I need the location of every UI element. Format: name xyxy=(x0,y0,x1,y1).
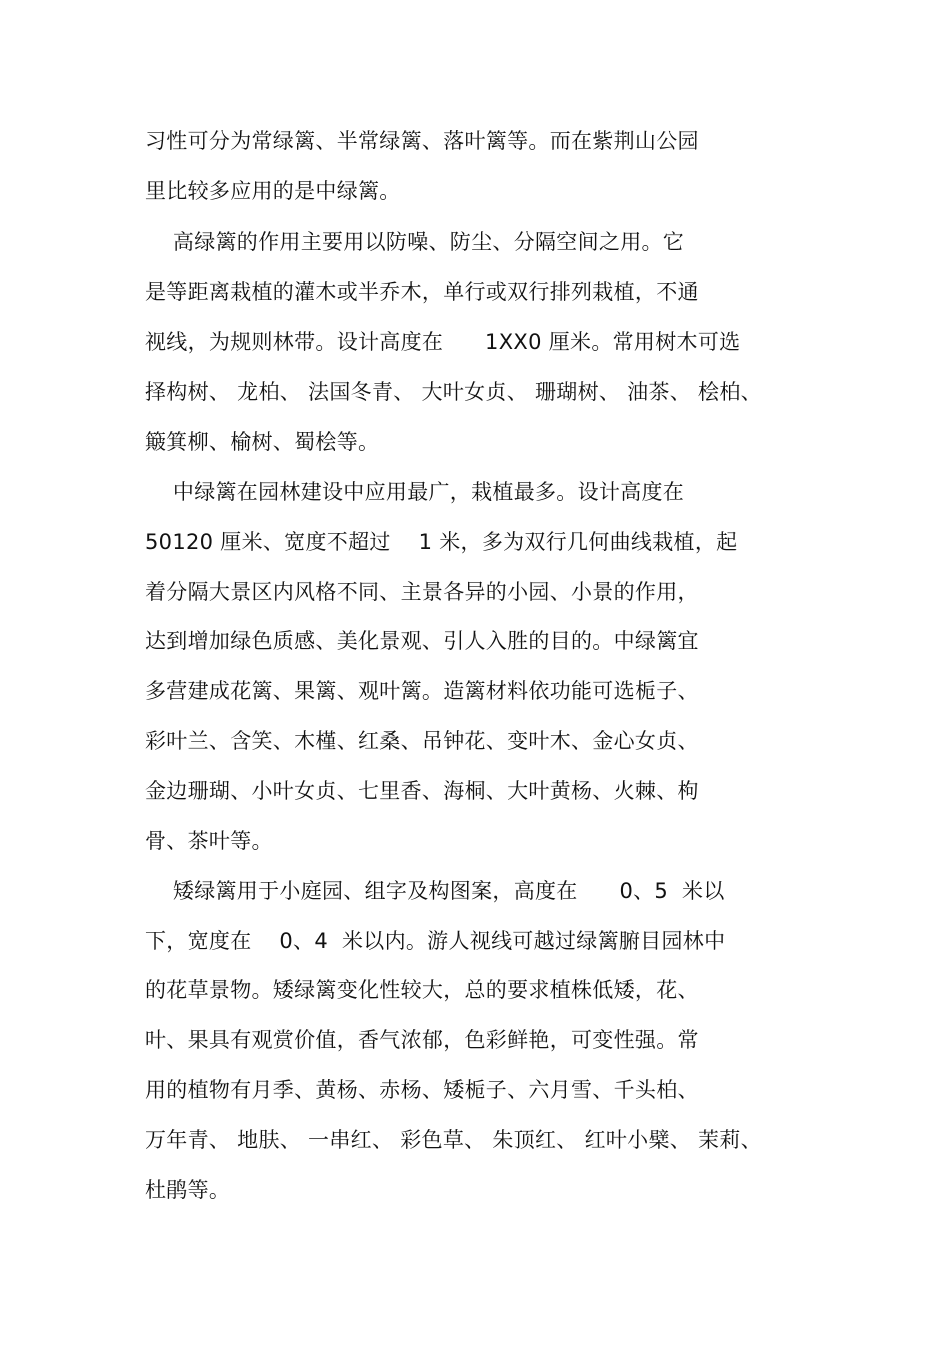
text-line: 骨、茶叶等。 xyxy=(145,829,273,853)
text-line: 视线，为规则林带。设计高度在 1XX0 厘米。常用树木可选 xyxy=(145,330,741,354)
text-line: 簸箕柳、榆树、蜀桧等。 xyxy=(145,430,380,454)
text-line: 彩叶兰、含笑、木槿、红桑、吊钟花、变叶木、金心女贞、 xyxy=(145,729,699,753)
text-line: 矮绿篱用于小庭园、组字及构图案，高度在 0、5 米以 xyxy=(145,879,725,903)
text-line: 叶、果具有观赏价值，香气浓郁，色彩鲜艳，可变性强。常 xyxy=(145,1028,699,1052)
text-line: 的花草景物。矮绿篱变化性较大，总的要求植株低矮，花、 xyxy=(145,978,699,1002)
text-line: 万年青、 地肤、 一串红、 彩色草、 朱顶红、 红叶小檗、 茉莉、 xyxy=(145,1128,762,1152)
text-line: 择构树、 龙柏、 法国冬青、 大叶女贞、 珊瑚树、 油茶、 桧柏、 xyxy=(145,380,762,404)
text-line: 金边珊瑚、小叶女贞、七里香、海桐、大叶黄杨、火棘、枸 xyxy=(145,779,699,803)
text-line: 达到增加绿色质感、美化景观、引人入胜的目的。中绿篱宜 xyxy=(145,629,699,653)
text-line: 着分隔大景区内风格不同、主景各异的小园、小景的作用， xyxy=(145,580,699,604)
text-line: 下，宽度在 0、4 米以内。游人视线可越过绿篱腑目园林中 xyxy=(145,929,726,953)
text-line: 多营建成花篱、果篱、观叶篱。造篱材料依功能可选栀子、 xyxy=(145,679,699,703)
text-line: 是等距离栽植的灌木或半乔木，单行或双行排列栽植，不通 xyxy=(145,280,699,304)
text-line: 里比较多应用的是中绿篱。 xyxy=(145,179,401,203)
text-line: 50120 厘米、宽度不超过 1 米，多为双行几何曲线栽植，起 xyxy=(145,530,738,554)
text-line: 习性可分为常绿篱、半常绿篱、落叶篱等。而在紫荆山公园 xyxy=(145,129,699,153)
text-line: 用的植物有月季、黄杨、赤杨、矮栀子、六月雪、千头柏、 xyxy=(145,1078,699,1102)
text-line: 杜鹃等。 xyxy=(145,1178,231,1202)
text-line: 中绿篱在园林建设中应用最广，栽植最多。设计高度在 xyxy=(145,480,685,504)
text-line: 高绿篱的作用主要用以防噪、防尘、分隔空间之用。它 xyxy=(145,230,685,254)
